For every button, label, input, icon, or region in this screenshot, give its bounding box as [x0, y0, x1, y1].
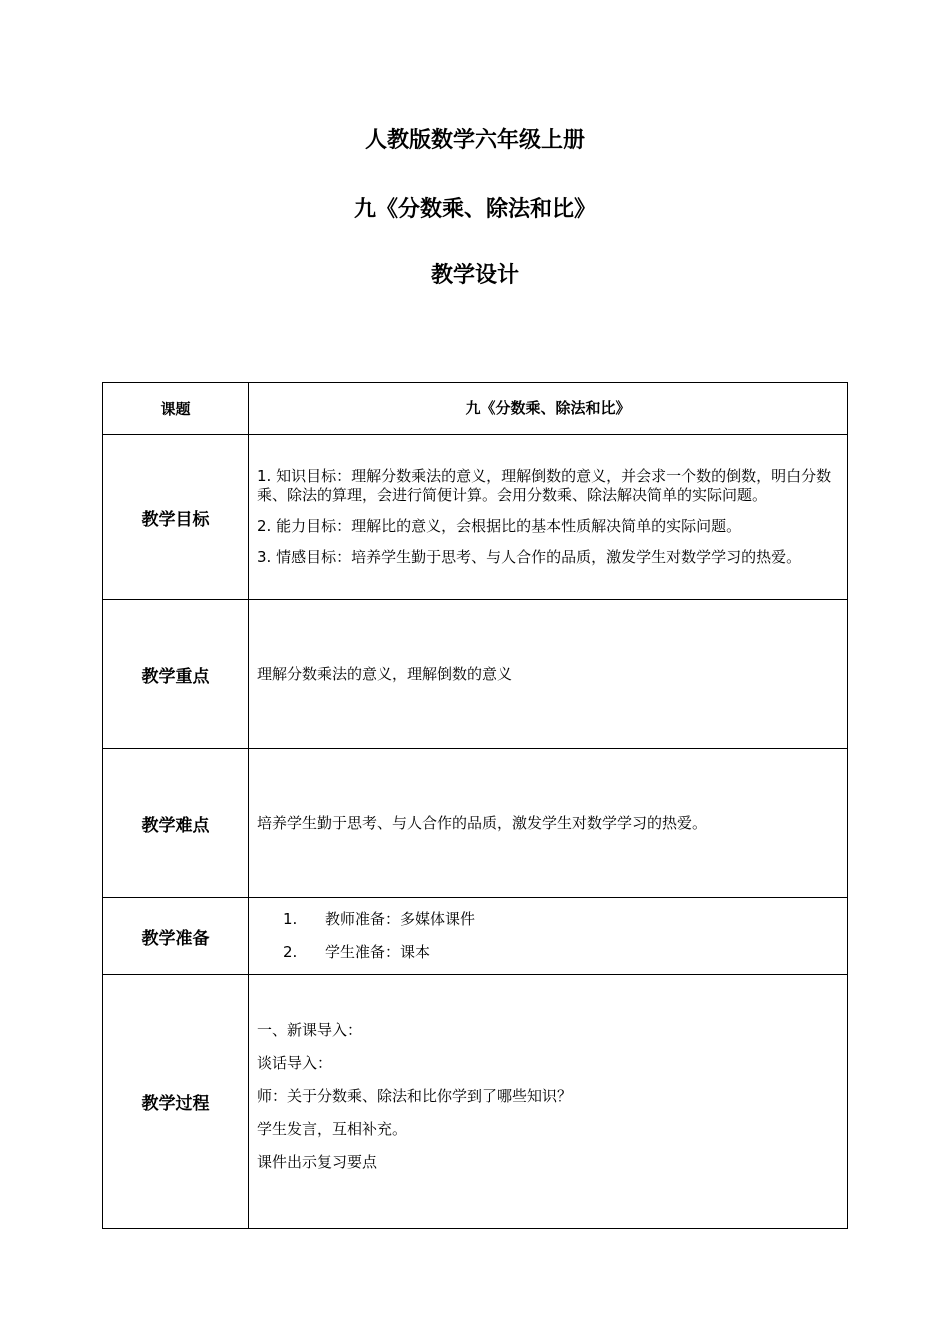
goal-item-emotion: 3. 情感目标：培养学生勤于思考、与人合作的品质，激发学生对数学学习的热爱。 [257, 548, 802, 566]
key-points-value: 理解分数乘法的意义，理解倒数的意义 [249, 600, 848, 749]
key-points-label: 教学重点 [103, 600, 249, 749]
process-line: 课件出示复习要点 [257, 1153, 378, 1171]
prep-item-student [257, 943, 839, 962]
goal-item-knowledge: 1. 知识目标：理解分数乘法的意义，理解倒数的意义，并会求一个数的倒数，明白分数乘、除法的算理，会进行简便计算。会用分数乘、除法解决简单的实际问题。 [257, 467, 832, 504]
document-title: 人教版数学六年级上册 [364, 128, 585, 153]
goals-label: 教学目标 [103, 435, 249, 600]
difficulties-label: 教学难点 [103, 749, 249, 898]
prep-item-teacher [257, 910, 839, 929]
process-line: 谈话导入： [257, 1054, 333, 1072]
lesson-plan-table [102, 382, 848, 1229]
subject-row [103, 383, 848, 435]
goals-row [103, 435, 848, 600]
difficulties-value: 培养学生勤于思考、与人合作的品质，激发学生对数学学习的热爱。 [249, 749, 848, 898]
process-row [103, 975, 848, 1229]
subject-label: 课题 [103, 383, 249, 435]
prep-item-number: 1. [283, 910, 298, 928]
process-line: 学生发言，互相补充。 [257, 1120, 408, 1138]
goals-content [249, 435, 848, 600]
prep-item-text: 教师准备：多媒体课件 [325, 910, 476, 928]
preparation-row [103, 898, 848, 975]
process-label: 教学过程 [103, 975, 249, 1229]
process-content [249, 975, 848, 1229]
goal-item-ability: 2. 能力目标：理解比的意义，会根据比的基本性质解决简单的实际问题。 [257, 517, 742, 535]
prep-item-text: 学生准备：课本 [325, 943, 431, 961]
preparation-content [249, 898, 848, 975]
process-line: 师：关于分数乘、除法和比你学到了哪些知识？ [257, 1087, 573, 1105]
difficulties-row [103, 749, 848, 898]
subject-value: 九《分数乘、除法和比》 [249, 383, 848, 435]
key-points-row [103, 600, 848, 749]
document-subtitle: 九《分数乘、除法和比》 [353, 197, 596, 222]
preparation-label: 教学准备 [103, 898, 249, 975]
document-type-title: 教学设计 [430, 263, 519, 288]
prep-item-number: 2. [283, 943, 298, 961]
process-line: 一、新课导入： [257, 1021, 363, 1039]
